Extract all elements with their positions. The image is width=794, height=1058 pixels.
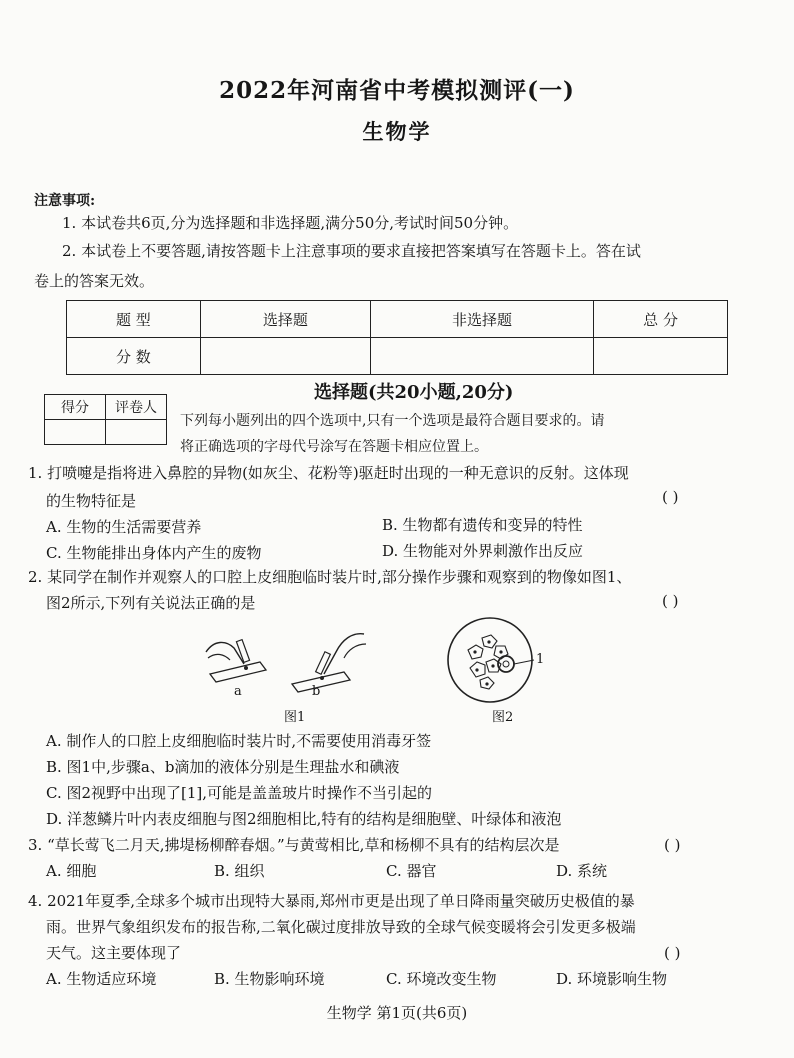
q1-option-c: C. 生物能排出身体内产生的废物 — [46, 544, 262, 562]
q4-answer-paren: ( ) — [664, 944, 681, 962]
score-row-label: 分 数 — [67, 338, 201, 375]
notice-item-1: 1. 本试卷共6页,分为选择题和非选择题,满分50分,考试时间50分钟。 — [62, 214, 519, 232]
q1-option-a: A. 生物的生活需要营养 — [46, 518, 202, 536]
q3-option-b: B. 组织 — [214, 862, 265, 880]
q4-option-b: B. 生物影响环境 — [214, 970, 325, 988]
notice-item-2: 2. 本试卷上不要答题,请按答题卡上注意事项的要求直接把答案填写在答题卡上。答在试 — [62, 242, 641, 260]
grader-box — [44, 394, 167, 445]
q3-option-c: C. 器官 — [386, 862, 437, 880]
score-header-nonchoice: 非选择题 — [370, 301, 593, 338]
page-footer: 生物学 第1页(共6页) — [326, 1004, 468, 1022]
figure-2-caption: 图2 — [492, 710, 514, 725]
q2-option-c: C. 图2视野中出现了[1],可能是盖盖玻片时操作不当引起的 — [46, 784, 433, 802]
exam-subject: 生物学 — [362, 119, 432, 144]
section-instruction: 下列每小题列出的四个选项中,只有一个选项是最符合题目要求的。请 — [180, 413, 605, 429]
score-cell-choice — [200, 338, 370, 375]
figure-1-caption: 图1 — [284, 710, 306, 725]
notice-heading: 注意事项: — [34, 193, 96, 209]
figure-1-label-b: b — [312, 684, 321, 699]
q1-answer-paren: ( ) — [662, 488, 679, 506]
q3-option-a: A. 细胞 — [46, 862, 97, 880]
q4-option-a: A. 生物适应环境 — [46, 970, 157, 988]
q2-answer-paren: ( ) — [662, 592, 679, 610]
q4-option-d: D. 环境影响生物 — [556, 970, 668, 988]
q4-stem-cont2: 天气。这主要体现了 — [46, 944, 182, 962]
q3-option-d: D. 系统 — [556, 862, 608, 880]
q4-stem-cont: 雨。世界气象组织发布的报告称,二氧化碳过度排放导致的全球气候变暖将会引发更多极端 — [46, 918, 636, 936]
exam-title: 2022年河南省中考模拟测评(一) — [219, 77, 575, 104]
q2-stem: 2. 某同学在制作并观察人的口腔上皮细胞临时装片时,部分操作步骤和观察到的物像如图1、 — [28, 568, 632, 586]
q1-stem: 1. 打喷嚏是指将进入鼻腔的异物(如灰尘、花粉等)驱赶时出现的一种无意识的反射。这体现 — [28, 464, 629, 482]
q2-stem-cont: 图2所示,下列有关说法正确的是 — [46, 594, 256, 612]
figure-2-label-1: 1 — [536, 652, 545, 667]
q2-option-a: A. 制作人的口腔上皮细胞临时装片时,不需要使用消毒牙签 — [46, 732, 432, 750]
q1-option-d: D. 生物能对外界刺激作出反应 — [382, 542, 584, 560]
score-cell-total — [594, 338, 728, 375]
q4-option-c: C. 环境改变生物 — [386, 970, 497, 988]
notice-item-2-cont: 卷上的答案无效。 — [34, 272, 155, 290]
grader-score-cell — [45, 420, 106, 445]
q4-stem: 4. 2021年夏季,全球多个城市出现特大暴雨,郑州市更是出现了单日降雨量突破历史极值的暴 — [28, 892, 635, 910]
section-instruction-cont: 将正确选项的字母代号涂写在答题卡相应位置上。 — [180, 439, 488, 455]
score-header-total: 总 分 — [594, 301, 728, 338]
q2-option-b: B. 图1中,步骤a、b滴加的液体分别是生理盐水和碘液 — [46, 758, 400, 776]
score-header-choice: 选择题 — [200, 301, 370, 338]
score-cell-nonchoice — [370, 338, 593, 375]
grader-reviewer-header: 评卷人 — [106, 395, 167, 420]
q2-option-d: D. 洋葱鳞片叶内表皮细胞与图2细胞相比,特有的结构是细胞壁、叶绿体和液泡 — [46, 810, 562, 828]
score-table — [66, 300, 728, 375]
q1-option-b: B. 生物都有遗传和变异的特性 — [382, 516, 583, 534]
q3-stem: 3. “草长莺飞二月天,拂堤杨柳醉春烟。”与黄莺相比,草和杨柳不具有的结构层次是 — [28, 836, 560, 854]
section-title: 选择题(共20小题,20分) — [314, 382, 514, 403]
grader-score-header: 得分 — [45, 395, 106, 420]
figure-1-label-a: a — [234, 684, 242, 699]
score-header-type: 题 型 — [67, 301, 201, 338]
q1-stem-cont: 的生物特征是 — [46, 492, 137, 510]
grader-reviewer-cell — [106, 420, 167, 445]
q3-answer-paren: ( ) — [664, 836, 681, 854]
figure-1-illustration — [196, 622, 376, 698]
